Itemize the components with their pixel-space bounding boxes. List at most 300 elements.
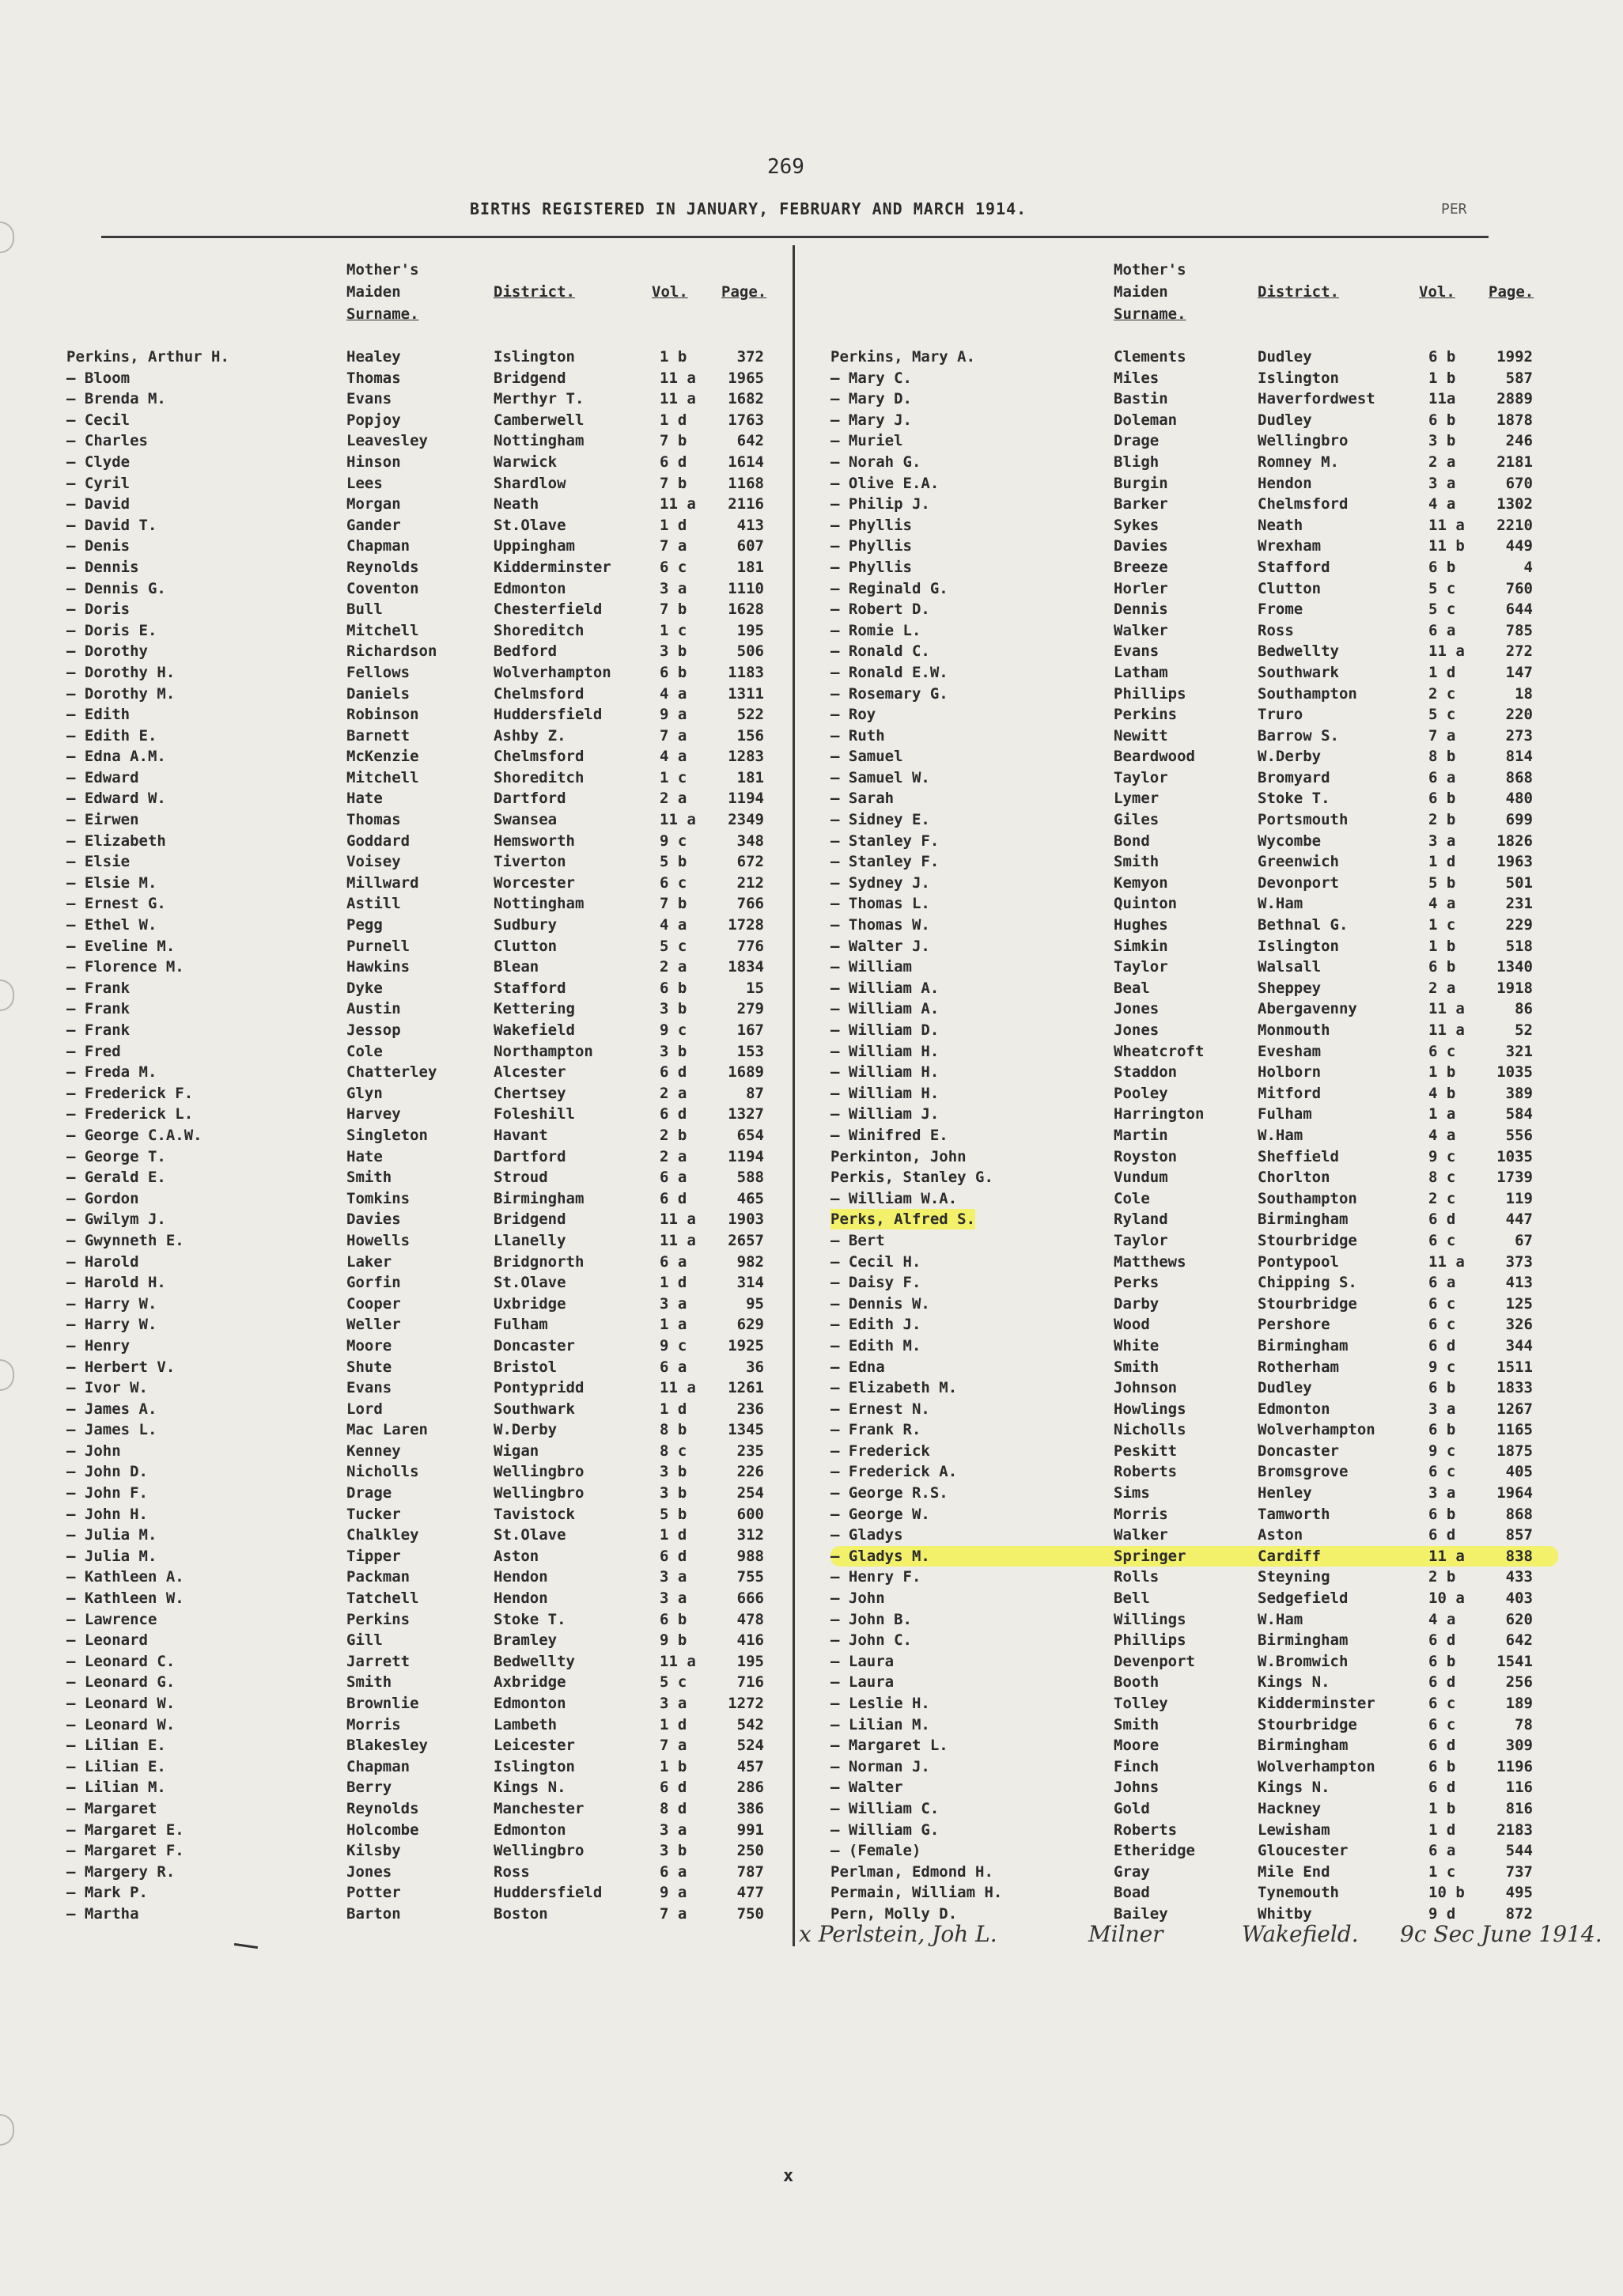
entry-district: Aston <box>1258 1526 1303 1544</box>
entry-mother: Jones <box>346 1862 392 1881</box>
entry-district: Lewisham <box>1258 1821 1330 1839</box>
entry-vol: 1 b <box>1428 937 1456 955</box>
entry-page: 1992 <box>1496 348 1533 366</box>
entry-mother: Mitchell <box>346 768 419 786</box>
entry-mother: Austin <box>346 1000 401 1018</box>
table-row <box>830 1041 1558 1063</box>
entry-district: Manchester <box>494 1799 585 1817</box>
entry-vol: 2 b <box>660 1126 687 1144</box>
table-row <box>830 473 1558 494</box>
entry-vol: 6 a <box>1428 621 1456 639</box>
entry-vol: 6 c <box>1428 1231 1456 1249</box>
column-divider <box>793 245 795 1946</box>
entry-district: Islington <box>494 1757 575 1775</box>
entry-mother: Morris <box>1114 1505 1168 1523</box>
entry-vol: 1 c <box>1428 916 1456 934</box>
entry-name: — William H. <box>830 1042 940 1060</box>
entry-mother: Millward <box>346 873 419 892</box>
entry-name: — Harry W. <box>66 1294 157 1313</box>
entry-mother: Hughes <box>1114 916 1168 934</box>
table-row <box>830 1820 1558 1841</box>
entry-mother: Phillips <box>1114 1631 1186 1650</box>
entry-vol: 6 c <box>660 873 687 892</box>
table-row <box>830 1882 1558 1904</box>
entry-mother: Chatterley <box>346 1063 437 1082</box>
table-row <box>830 831 1558 852</box>
entry-page: 372 <box>736 348 764 366</box>
entry-page: 642 <box>1505 1631 1533 1650</box>
entry-vol: 6 b <box>660 1610 687 1628</box>
entry-name: — William H. <box>830 1063 940 1082</box>
table-row <box>830 557 1558 578</box>
entry-vol: 7 b <box>660 432 687 450</box>
table-row <box>66 347 786 368</box>
entry-page: 153 <box>736 1042 764 1060</box>
entry-name: — John <box>66 1442 121 1460</box>
entry-name: — William W.A. <box>830 1189 958 1207</box>
entry-name: — Kathleen W. <box>66 1589 184 1608</box>
table-row <box>66 1882 786 1904</box>
entry-name: — Cecil <box>66 411 131 429</box>
mother-header-line3: Surname. <box>1114 305 1186 323</box>
entry-vol: 6 a <box>1428 1842 1456 1860</box>
entry-mother: Royston <box>1114 1147 1178 1165</box>
table-row <box>66 1672 786 1693</box>
entry-name: — Ronald C. <box>830 642 930 661</box>
mother-header-line1: Mother's <box>346 261 419 278</box>
entry-mother: Daniels <box>346 684 410 703</box>
entry-name: — Martha <box>66 1904 139 1923</box>
entry-district: Islington <box>1258 369 1339 387</box>
entry-name: — Clyde <box>66 453 131 471</box>
entry-district: W.Derby <box>494 1421 558 1439</box>
entry-district: Chelmsford <box>1258 495 1349 513</box>
entry-vol: 1 d <box>660 411 687 429</box>
entry-name: — Mark P. <box>66 1884 148 1902</box>
entry-page: 1194 <box>728 790 764 808</box>
table-row <box>66 1567 786 1588</box>
entry-district: Huddersfield <box>494 706 603 724</box>
entry-district: Bedwellty <box>494 1652 575 1670</box>
entry-district: Edmonton <box>494 1695 566 1712</box>
entry-district: Lambeth <box>494 1715 558 1733</box>
table-row <box>66 1777 786 1798</box>
table-row <box>66 1714 786 1736</box>
entry-vol: 2 a <box>1428 979 1456 997</box>
table-row <box>830 1252 1558 1273</box>
table-row <box>66 557 786 578</box>
entry-name: — Elizabeth M. <box>830 1379 958 1397</box>
entry-mother: Kenney <box>346 1442 401 1460</box>
entry-vol: 2 a <box>660 1084 687 1102</box>
entry-district: Birmingham <box>1258 1211 1349 1229</box>
entry-district: Wycombe <box>1258 832 1322 850</box>
table-row <box>830 1272 1558 1294</box>
entry-district: Kings N. <box>1258 1673 1330 1692</box>
entry-vol: 8 c <box>660 1442 687 1460</box>
entry-name: — Stanley F. <box>830 853 940 871</box>
entry-vol: 6 d <box>1428 1631 1456 1650</box>
table-row <box>66 536 786 557</box>
entry-mother: Taylor <box>1114 1231 1168 1249</box>
entry-page: 87 <box>746 1084 764 1102</box>
entry-page: 389 <box>1505 1084 1533 1102</box>
entry-vol: 11 a <box>1428 1252 1465 1271</box>
table-row <box>830 704 1558 726</box>
table-row <box>66 1167 786 1188</box>
entry-district: Alcester <box>494 1063 566 1082</box>
table-row <box>66 515 786 536</box>
table-row <box>830 1357 1558 1378</box>
entry-district: Tavistock <box>494 1505 575 1523</box>
table-row <box>66 1504 786 1525</box>
entry-page: 542 <box>736 1715 764 1733</box>
entry-name: — John D. <box>66 1463 148 1481</box>
entry-vol: 1 d <box>1428 853 1456 871</box>
punch-hole <box>0 979 14 1011</box>
entry-vol: 3 b <box>660 1000 687 1018</box>
entry-district: W.Ham <box>1258 1610 1303 1628</box>
entry-page: 1875 <box>1496 1442 1533 1460</box>
entry-district: Chesterfield <box>494 601 603 619</box>
entry-name: — Frederick L. <box>66 1105 194 1123</box>
entry-name: — Muriel <box>830 432 903 450</box>
entry-name: — Edna A.M. <box>66 748 166 766</box>
entry-mother: Tucker <box>346 1505 401 1523</box>
entry-vol: 1 d <box>660 1715 687 1733</box>
entry-district: Kings N. <box>1258 1779 1330 1797</box>
entry-district: Greenwich <box>1258 853 1339 871</box>
entry-vol: 7 a <box>660 1904 687 1923</box>
table-row <box>830 599 1558 620</box>
table-row <box>66 1230 786 1252</box>
entry-district: Clutton <box>494 937 558 955</box>
entry-district: Kettering <box>494 1000 575 1018</box>
entry-page: 816 <box>1505 1799 1533 1817</box>
entry-district: Holborn <box>1258 1063 1322 1082</box>
entry-page: 416 <box>736 1631 764 1650</box>
entry-district: Stoke T. <box>494 1610 566 1628</box>
entry-district: Hackney <box>1258 1799 1322 1817</box>
entry-district: Southampton <box>1258 1189 1357 1207</box>
entry-district: W.Bromwich <box>1258 1652 1349 1670</box>
entry-page: 2349 <box>728 811 764 829</box>
entry-mother: Chalkley <box>346 1526 419 1544</box>
table-row <box>66 1630 786 1651</box>
entry-mother: Barton <box>346 1904 401 1923</box>
entry-name: — Phyllis <box>830 516 912 534</box>
page-code: PER <box>1441 201 1467 218</box>
entry-name: — Bloom <box>66 369 131 387</box>
entry-page: 286 <box>736 1779 764 1797</box>
entry-name: — Dennis G. <box>66 579 166 597</box>
entry-page: 254 <box>736 1484 764 1502</box>
entry-name: — Edna <box>830 1358 885 1376</box>
entry-page: 544 <box>1505 1842 1533 1860</box>
entry-name: — Brenda M. <box>66 390 166 408</box>
entry-vol: 1 c <box>1428 1862 1456 1881</box>
entry-page: 478 <box>736 1610 764 1628</box>
table-row <box>66 1588 786 1609</box>
entry-name: — Edith J. <box>830 1316 921 1334</box>
entry-mother: Hawkins <box>346 958 410 976</box>
table-row <box>830 494 1558 515</box>
table-row <box>830 1209 1558 1230</box>
entry-mother: Clements <box>1114 348 1186 366</box>
entry-name: — Julia M. <box>66 1547 157 1565</box>
entry-vol: 6 d <box>1428 1211 1456 1229</box>
entry-page: 229 <box>1505 916 1533 934</box>
entry-mother: Cooper <box>346 1294 401 1313</box>
entry-name: Perlman, Edmond H. <box>830 1862 993 1881</box>
entry-vol: 11 a <box>660 390 696 408</box>
right-entries <box>830 347 1558 1925</box>
entry-vol: 7 a <box>1428 726 1456 744</box>
entry-mother: Horler <box>1114 579 1168 597</box>
table-row <box>830 1756 1558 1778</box>
entry-district: Hemsworth <box>494 832 575 850</box>
entry-mother: Gander <box>346 516 401 534</box>
entry-page: 1763 <box>728 411 764 429</box>
entry-vol: 3 a <box>660 1294 687 1313</box>
entry-name: — Lilian E. <box>66 1737 166 1755</box>
table-row <box>66 1357 786 1378</box>
entry-page: 36 <box>746 1358 764 1376</box>
entry-page: 2116 <box>728 495 764 513</box>
entry-name: — Frederick F. <box>66 1084 194 1102</box>
entry-name: — Ivor W. <box>66 1379 148 1397</box>
table-row <box>66 957 786 978</box>
entry-vol: 5 c <box>660 1673 687 1692</box>
vol-header: Vol. <box>1419 283 1455 301</box>
entry-name: — Cecil H. <box>830 1252 921 1271</box>
entry-vol: 4 a <box>1428 895 1456 913</box>
entry-name: — Frederick A. <box>830 1463 958 1481</box>
table-row <box>830 1294 1558 1315</box>
entry-vol: 11 a <box>1428 642 1465 661</box>
entry-district: Mile End <box>1258 1862 1330 1881</box>
entry-mother: Ryland <box>1114 1211 1168 1229</box>
entry-page: 991 <box>736 1821 764 1839</box>
entry-name: — William C. <box>830 1799 940 1817</box>
entry-vol: 3 a <box>660 1589 687 1608</box>
entry-district: Rotherham <box>1258 1358 1339 1376</box>
entry-district: St.Olave <box>494 516 566 534</box>
entry-vol: 11a <box>1428 390 1456 408</box>
entry-mother: Jones <box>1114 1000 1160 1018</box>
entry-name: — Thomas L. <box>830 895 930 913</box>
entry-mother: Etheridge <box>1114 1842 1195 1860</box>
entry-page: 309 <box>1505 1737 1533 1755</box>
column-header <box>66 260 786 347</box>
entry-district: Bristol <box>494 1358 558 1376</box>
entry-district: Stourbridge <box>1258 1715 1357 1733</box>
entry-district: Bridgnorth <box>494 1252 585 1271</box>
entry-vol: 6 c <box>660 558 687 576</box>
entry-mother: Johnson <box>1114 1379 1178 1397</box>
entry-district: Fulham <box>494 1316 548 1334</box>
entry-vol: 7 a <box>660 726 687 744</box>
entry-page: 501 <box>1505 873 1533 892</box>
entry-district: Kings N. <box>494 1779 566 1797</box>
entry-mother: Jessop <box>346 1021 401 1039</box>
entry-district: St.Olave <box>494 1526 566 1544</box>
entry-vol: 6 a <box>660 1862 687 1881</box>
entry-district: Devonport <box>1258 873 1339 892</box>
entry-vol: 8 d <box>660 1799 687 1817</box>
entry-page: 1327 <box>728 1105 764 1123</box>
entry-page: 620 <box>1505 1610 1533 1628</box>
entry-mother: Singleton <box>346 1126 428 1144</box>
entry-mother: Cole <box>1114 1189 1150 1207</box>
entry-page: 250 <box>736 1842 764 1860</box>
table-row <box>830 726 1558 747</box>
entry-mother: Perks <box>1114 1274 1160 1292</box>
table-row <box>830 1862 1558 1883</box>
table-row <box>66 684 786 705</box>
entry-page: 495 <box>1505 1884 1533 1902</box>
handwritten-district: Wakefield. <box>1242 1921 1359 1947</box>
entry-vol: 2 c <box>1428 1189 1456 1207</box>
entry-page: 838 <box>1505 1547 1533 1565</box>
table-row <box>66 368 786 389</box>
entry-district: Ross <box>1258 621 1294 639</box>
entry-mother: Burgin <box>1114 474 1168 492</box>
entry-page: 1165 <box>1496 1421 1533 1439</box>
entry-mother: Roberts <box>1114 1821 1178 1839</box>
entry-vol: 7 b <box>660 895 687 913</box>
entry-vol: 6 b <box>1428 348 1456 366</box>
entry-mother: Astill <box>346 895 401 913</box>
table-row <box>830 347 1558 368</box>
entry-district: Hendon <box>494 1589 548 1608</box>
entry-name: — Elizabeth <box>66 832 166 850</box>
entry-district: W.Ham <box>1258 1126 1303 1144</box>
entry-vol: 3 a <box>1428 1400 1456 1418</box>
table-row <box>66 1314 786 1336</box>
page-title: BIRTHS REGISTERED IN JANUARY, FEBRUARY AND MARCH 1914. <box>470 199 1027 218</box>
entry-name: — Frank <box>66 1000 131 1018</box>
entry-page: 1689 <box>728 1063 764 1082</box>
entry-district: Stafford <box>494 979 566 997</box>
table-row <box>66 1820 786 1841</box>
entry-page: 235 <box>736 1442 764 1460</box>
entry-mother: Smith <box>1114 1715 1160 1733</box>
entry-mother: Laker <box>346 1252 392 1271</box>
entry-name: — Gordon <box>66 1189 139 1207</box>
entry-mother: Moore <box>1114 1737 1160 1755</box>
entry-vol: 3 b <box>660 1042 687 1060</box>
entry-name: — Edith <box>66 706 131 724</box>
entry-vol: 6 b <box>1428 1421 1456 1439</box>
entry-mother: Walker <box>1114 1526 1168 1544</box>
entry-vol: 9 c <box>660 1021 687 1039</box>
entry-mother: Hinson <box>346 453 401 471</box>
entry-mother: Shute <box>346 1358 392 1376</box>
entry-mother: Leavesley <box>346 432 428 450</box>
table-row <box>66 1862 786 1883</box>
entry-page: 447 <box>1505 1211 1533 1229</box>
entry-district: Southampton <box>1258 684 1357 703</box>
table-row <box>830 936 1558 957</box>
entry-mother: Brownlie <box>346 1695 419 1712</box>
entry-vol: 6 c <box>1428 1715 1456 1733</box>
entry-page: 321 <box>1505 1042 1533 1060</box>
entry-page: 1035 <box>1496 1147 1533 1165</box>
entry-mother: Simkin <box>1114 937 1168 955</box>
entry-vol: 11 a <box>660 1652 696 1670</box>
entry-vol: 4 a <box>660 684 687 703</box>
table-row <box>830 1461 1558 1483</box>
entry-mother: Darby <box>1114 1294 1160 1313</box>
table-row <box>830 978 1558 999</box>
table-row <box>830 641 1558 662</box>
entry-district: Wellingbro <box>494 1842 585 1860</box>
entry-page: 1682 <box>728 390 764 408</box>
entry-mother: Davies <box>346 1211 401 1229</box>
entry-district: Romney M. <box>1258 453 1339 471</box>
table-row <box>66 1525 786 1546</box>
entry-district: Truro <box>1258 706 1303 724</box>
entry-mother: Perkins <box>1114 706 1178 724</box>
entry-name: — Dorothy M. <box>66 684 176 703</box>
table-row <box>66 1651 786 1673</box>
entry-name: — Herbert V. <box>66 1358 176 1376</box>
entry-name: — William D. <box>830 1021 940 1039</box>
entry-name: Perks, Alfred S. <box>830 1211 976 1229</box>
entry-vol: 2 b <box>1428 811 1456 829</box>
entry-district: Sedgefield <box>1258 1589 1349 1608</box>
entry-page: 273 <box>1505 726 1533 744</box>
table-row <box>830 767 1558 789</box>
entry-district: Dartford <box>494 790 566 808</box>
entry-district: Monmouth <box>1258 1021 1330 1039</box>
entry-page: 607 <box>736 537 764 555</box>
entry-name: — Lilian M. <box>66 1779 166 1797</box>
entry-name: — John <box>830 1589 885 1608</box>
entry-name: — Dorothy H. <box>66 663 176 681</box>
entry-name: — Gerald E. <box>66 1169 166 1187</box>
entry-mother: Devenport <box>1114 1652 1195 1670</box>
entry-page: 403 <box>1505 1589 1533 1608</box>
entry-name: — Thomas W. <box>830 916 930 934</box>
entry-page: 1963 <box>1496 853 1533 871</box>
table-row <box>830 1441 1558 1462</box>
entry-vol: 9 c <box>660 832 687 850</box>
entry-mother: Evans <box>1114 642 1160 661</box>
entry-district: Abergavenny <box>1258 1000 1357 1018</box>
entry-name: — Margery R. <box>66 1862 176 1881</box>
district-header: District. <box>494 283 575 301</box>
entry-mother: McKenzie <box>346 748 419 766</box>
entry-district: Chertsey <box>494 1084 566 1102</box>
entry-name: — Stanley F. <box>830 832 940 850</box>
entry-mother: Thomas <box>346 369 401 387</box>
entry-name: — Laura <box>830 1673 895 1692</box>
entry-name: — Cyril <box>66 474 131 492</box>
entry-mother: Rolls <box>1114 1568 1160 1586</box>
entry-district: Chelmsford <box>494 748 585 766</box>
table-row <box>830 1104 1558 1125</box>
entry-name: — Norah G. <box>830 453 921 471</box>
entry-vol: 8 b <box>660 1421 687 1439</box>
entry-mother: Berry <box>346 1779 392 1797</box>
entry-mother: Willings <box>1114 1610 1186 1628</box>
entry-district: Wolverhampton <box>1258 1757 1375 1775</box>
entry-vol: 11 a <box>1428 516 1465 534</box>
table-row <box>66 388 786 410</box>
entry-page: 78 <box>1515 1715 1533 1733</box>
